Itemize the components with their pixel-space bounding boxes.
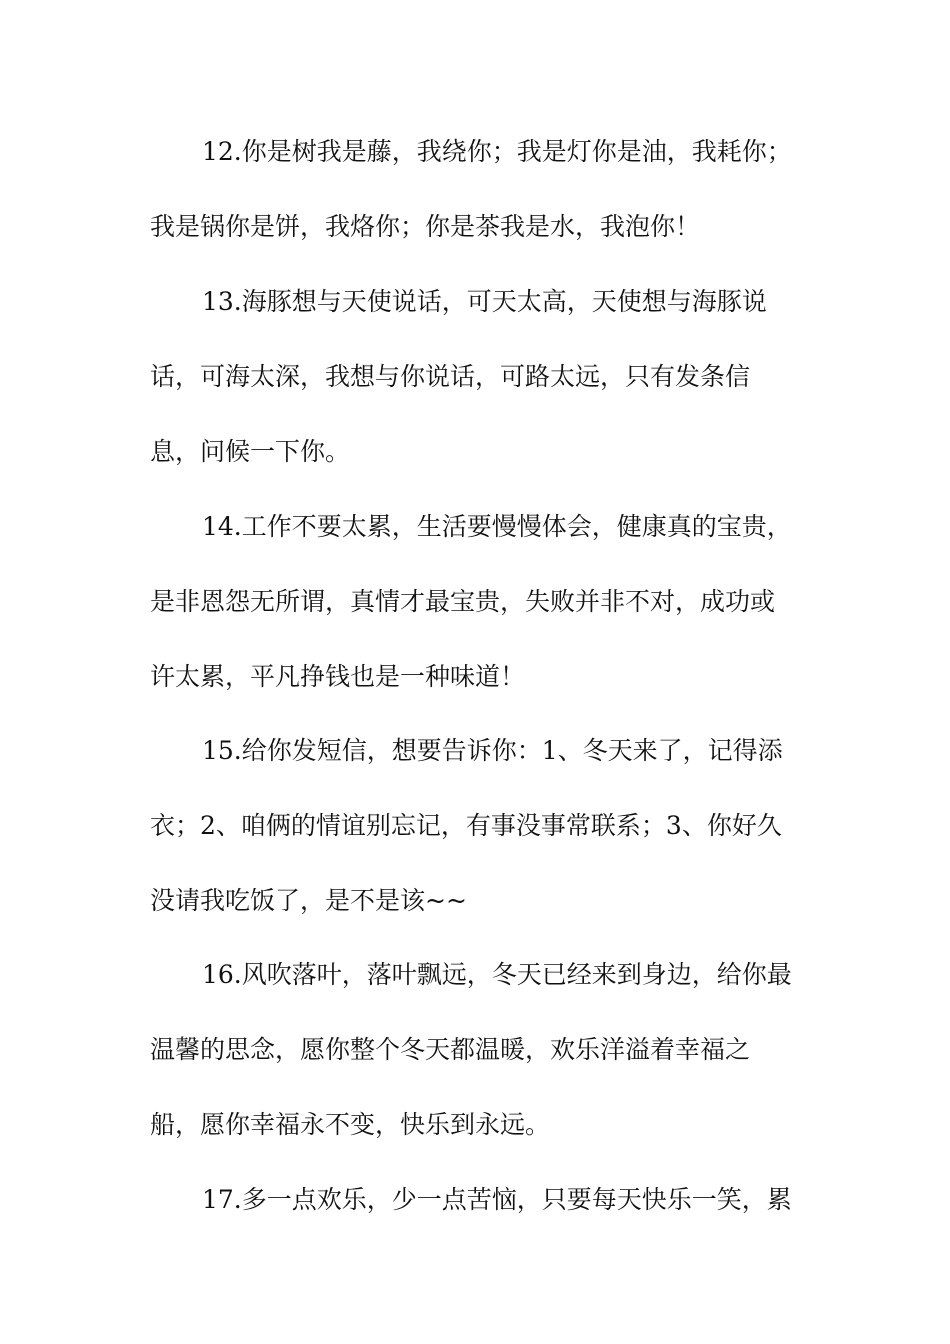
text-line-item-15-a: 15.给你发短信，想要告诉你：1、冬天来了，记得添 [202, 736, 783, 765]
text-line-item-16-b: 温馨的思念，愿你整个冬天都温暖，欢乐洋溢着幸福之 [150, 1035, 751, 1064]
text-line-item-16-a: 16.风吹落叶，落叶飘远，冬天已经来到身边，给你最 [202, 960, 792, 989]
text-line-item-13-a: 13.海豚想与天使说话，可天太高，天使想与海豚说 [202, 287, 767, 316]
text-line-item-14-a: 14.工作不要太累，生活要慢慢体会，健康真的宝贵， [202, 512, 792, 541]
text-line-item-12-b: 我是锅你是饼，我烙你；你是茶我是水，我泡你！ [150, 212, 701, 241]
text-line-item-17-a: 17.多一点欢乐，少一点苦恼，只要每天快乐一笑，累 [202, 1185, 792, 1214]
text-line-item-13-b: 话，可海太深，我想与你说话，可路太远，只有发条信 [150, 362, 751, 391]
text-line-item-12-a: 12.你是树我是藤，我绕你；我是灯你是油，我耗你； [202, 137, 792, 166]
text-line-item-14-b: 是非恩怨无所谓，真情才最宝贵，失败并非不对，成功或 [150, 587, 776, 616]
text-line-item-15-c: 没请我吃饭了，是不是该~~ [150, 886, 467, 915]
text-line-item-14-c: 许太累，平凡挣钱也是一种味道！ [150, 662, 526, 691]
text-line-item-16-c: 船，愿你幸福永不变，快乐到永远。 [150, 1110, 551, 1139]
text-line-item-15-b: 衣；2、咱俩的情谊别忘记，有事没事常联系；3、你好久 [150, 811, 782, 840]
text-line-item-13-c: 息，问候一下你。 [150, 437, 351, 466]
